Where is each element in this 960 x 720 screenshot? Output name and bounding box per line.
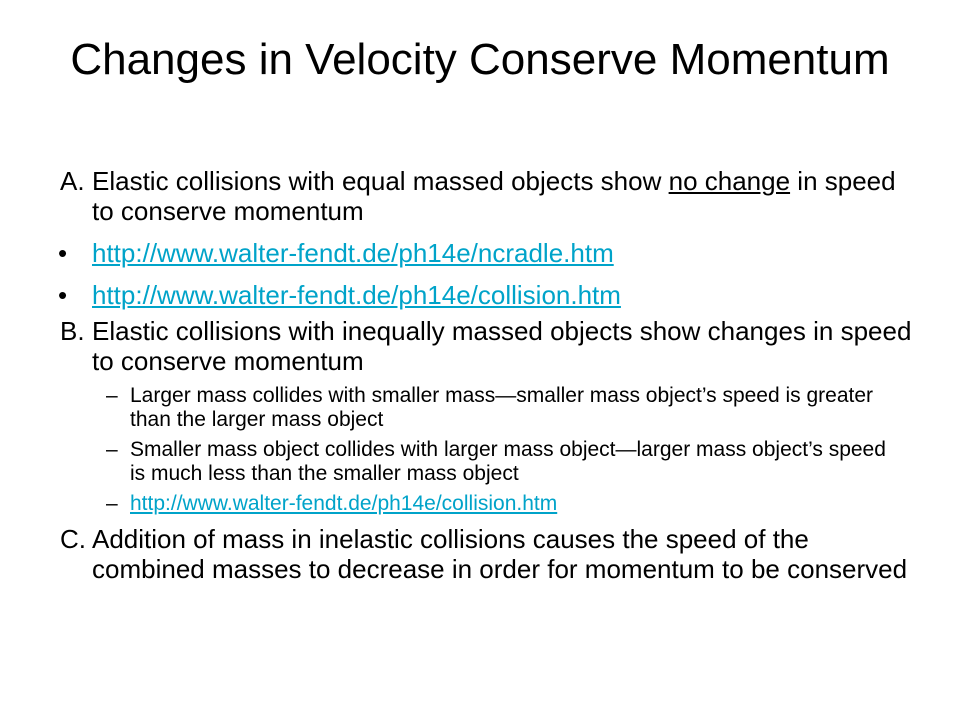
bullet-icon: •	[58, 238, 68, 268]
section-a	[0, 166, 960, 226]
dash-icon: –	[106, 438, 118, 461]
bullet-item-link-1	[0, 238, 960, 268]
section-b-text: Elastic collisions with inequally massed objects show changes in speed to conserve momentum	[92, 316, 912, 376]
section-a-text-after: in speed to conserve momentum	[92, 166, 896, 226]
section-b	[0, 316, 960, 376]
slide-body	[0, 166, 960, 584]
section-c	[0, 524, 960, 584]
bullet-icon: •	[58, 280, 68, 310]
section-b-subitem-2	[0, 438, 960, 486]
section-c-text: Addition of mass in inelastic collisions causes the speed of the combined masses to decrease in order for momentum to be conserved	[92, 524, 908, 584]
dash-icon: –	[106, 492, 118, 515]
section-b-subitem-link	[0, 492, 960, 516]
section-a-underlined: no change	[668, 166, 791, 196]
collision-link[interactable]: http://www.walter-fendt.de/ph14e/collision.htm	[92, 280, 621, 310]
section-b-marker: B.	[60, 316, 85, 346]
subitem-text: Larger mass collides with smaller mass—smaller mass object’s speed is greater than the larger mass object	[130, 384, 874, 431]
bullet-item-link-2	[0, 280, 960, 310]
section-c-marker: C.	[60, 524, 86, 554]
section-a-text-before: Elastic collisions with equal massed objects show	[92, 166, 669, 196]
ncradle-link[interactable]: http://www.walter-fendt.de/ph14e/ncradle.htm	[92, 238, 614, 268]
section-a-marker: A.	[60, 166, 85, 196]
section-b-subitem-1	[0, 384, 960, 432]
slide-title: Changes in Velocity Conserve Momentum	[70, 35, 890, 84]
subitem-text: Smaller mass object collides with larger mass object—larger mass object’s speed is much less than the smaller mass object	[130, 438, 886, 485]
dash-icon: –	[106, 384, 118, 407]
collision-sub-link[interactable]: http://www.walter-fendt.de/ph14e/collision.htm	[130, 492, 558, 515]
